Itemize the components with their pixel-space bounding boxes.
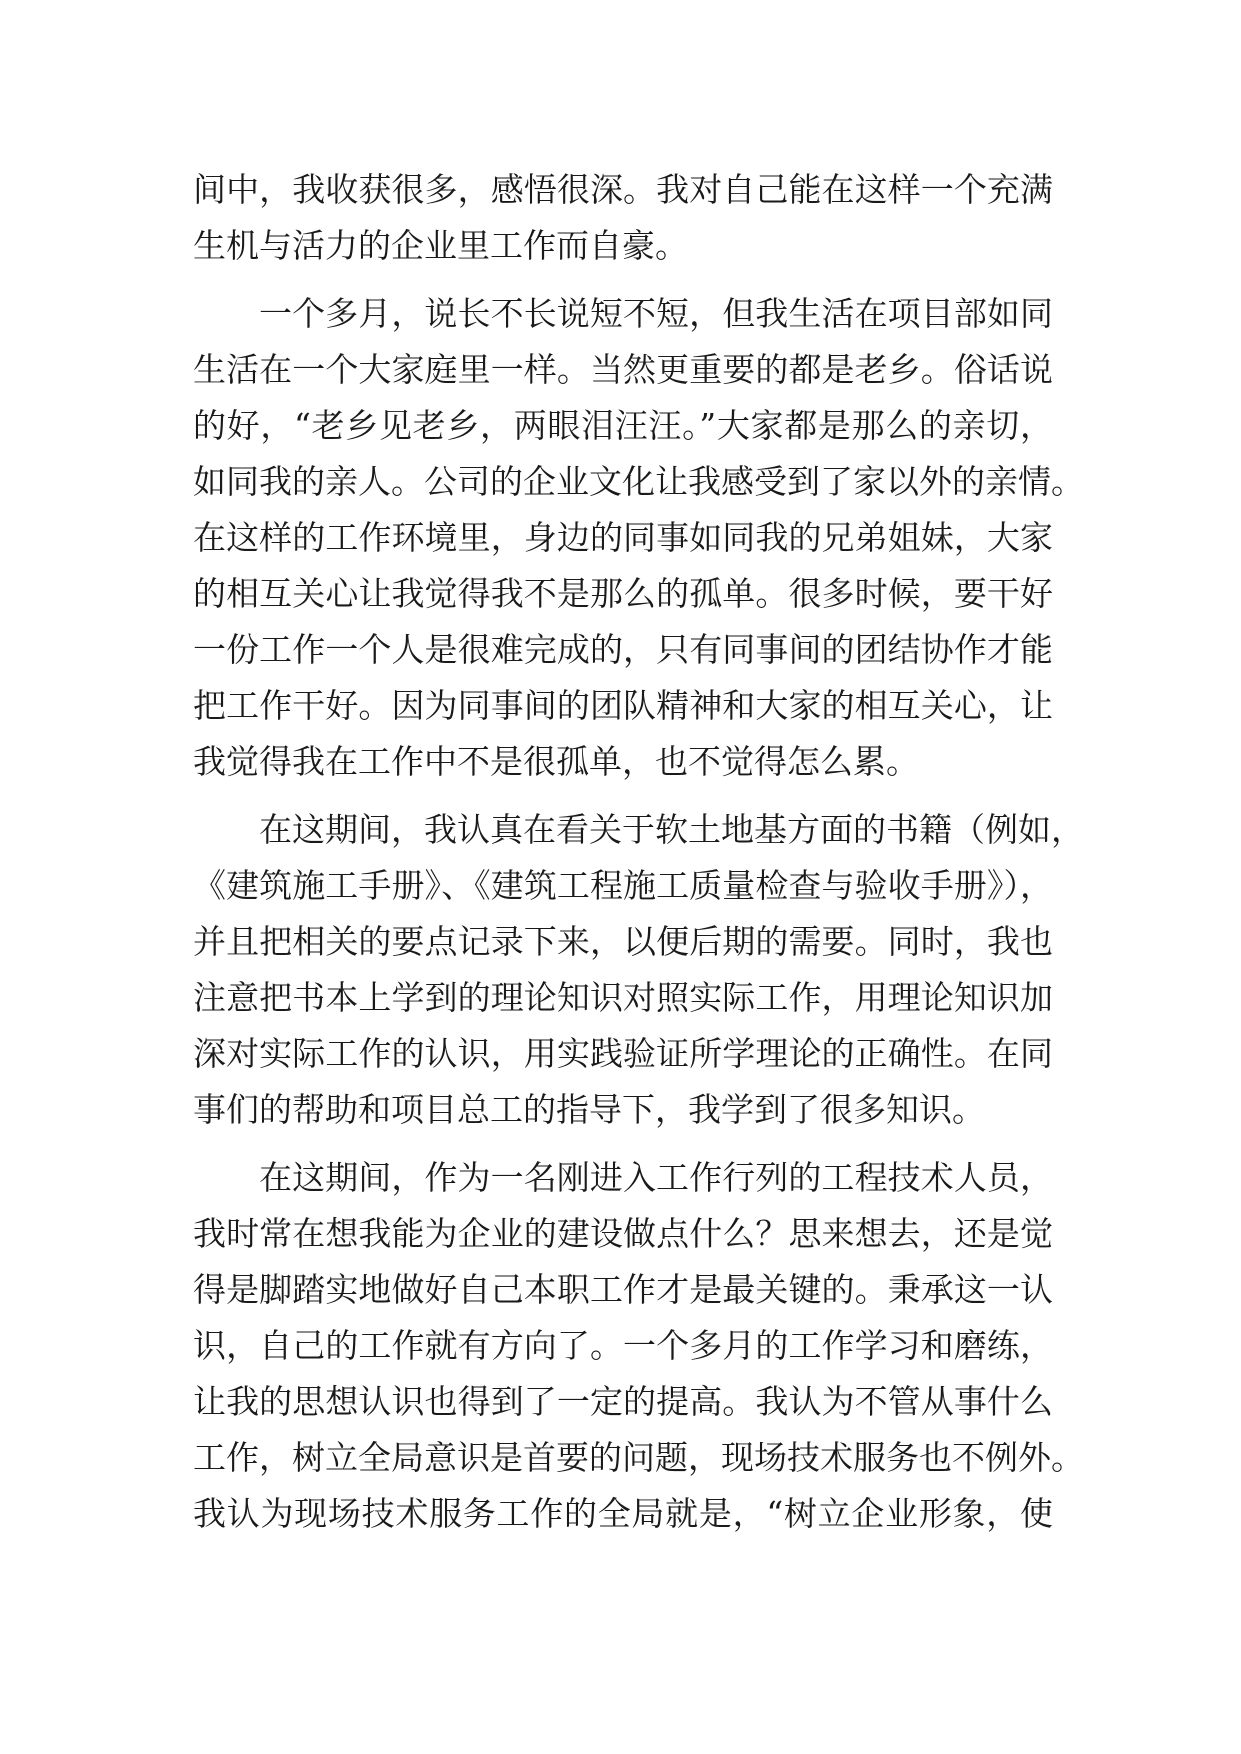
paragraph [193,802,1084,1138]
paragraph [193,286,1084,790]
text-line: 我觉得我在工作中不是很孤单，也不觉得怎么累。 [193,742,919,781]
text-line: 在这期间，作为一名刚进入工作行列的工程技术人员， [259,1158,1053,1197]
text-line: 一个多月，说长不长说短不短，但我生活在项目部如同 [259,294,1053,333]
text-line: 并且把相关的要点记录下来，以便后期的需要。同时，我也 [193,922,1053,961]
text-line: 工作，树立全局意识是首要的问题，现场技术服务也不例外。 [193,1438,1084,1477]
text-line: 生机与活力的企业里工作而自豪。 [193,226,688,265]
document-body [193,162,1084,1542]
text-line: 得是脚踏实地做好自己本职工作才是最关键的。秉承这一认 [193,1270,1053,1309]
text-line: 《建筑施工手册》、《建筑工程施工质量检查与验收手册》）， [193,866,1053,905]
text-line: 的好，“老乡见老乡，两眼泪汪汪。”大家都是那么的亲切， [193,406,1053,445]
text-line: 注意把书本上学到的理论知识对照实际工作，用理论知识加 [193,978,1053,1017]
paragraph [193,162,1053,274]
text-line: 如同我的亲人。公司的企业文化让我感受到了家以外的亲情。 [193,462,1084,501]
text-line: 识，自己的工作就有方向了。一个多月的工作学习和磨练， [193,1326,1053,1365]
text-line: 一份工作一个人是很难完成的，只有同事间的团结协作才能 [193,630,1053,669]
paragraph [193,1150,1084,1542]
text-line: 间中，我收获很多，感悟很深。我对自己能在这样一个充满 [193,170,1053,209]
text-line: 我时常在想我能为企业的建设做点什么？思来想去，还是觉 [193,1214,1053,1253]
text-line: 让我的思想认识也得到了一定的提高。我认为不管从事什么 [193,1382,1053,1421]
text-line: 生活在一个大家庭里一样。当然更重要的都是老乡。俗话说 [193,350,1053,389]
text-line: 在这期间，我认真在看关于软土地基方面的书籍（例如， [259,810,1084,849]
text-line: 深对实际工作的认识，用实践验证所学理论的正确性。在同 [193,1034,1053,1073]
text-line: 事们的帮助和项目总工的指导下，我学到了很多知识。 [193,1090,985,1129]
text-line: 我认为现场技术服务工作的全局就是，“树立企业形象，使 [193,1494,1053,1533]
text-line: 把工作干好。因为同事间的团队精神和大家的相互关心，让 [193,686,1053,725]
text-line: 在这样的工作环境里，身边的同事如同我的兄弟姐妹，大家 [193,518,1053,557]
text-line: 的相互关心让我觉得我不是那么的孤单。很多时候，要干好 [193,574,1053,613]
